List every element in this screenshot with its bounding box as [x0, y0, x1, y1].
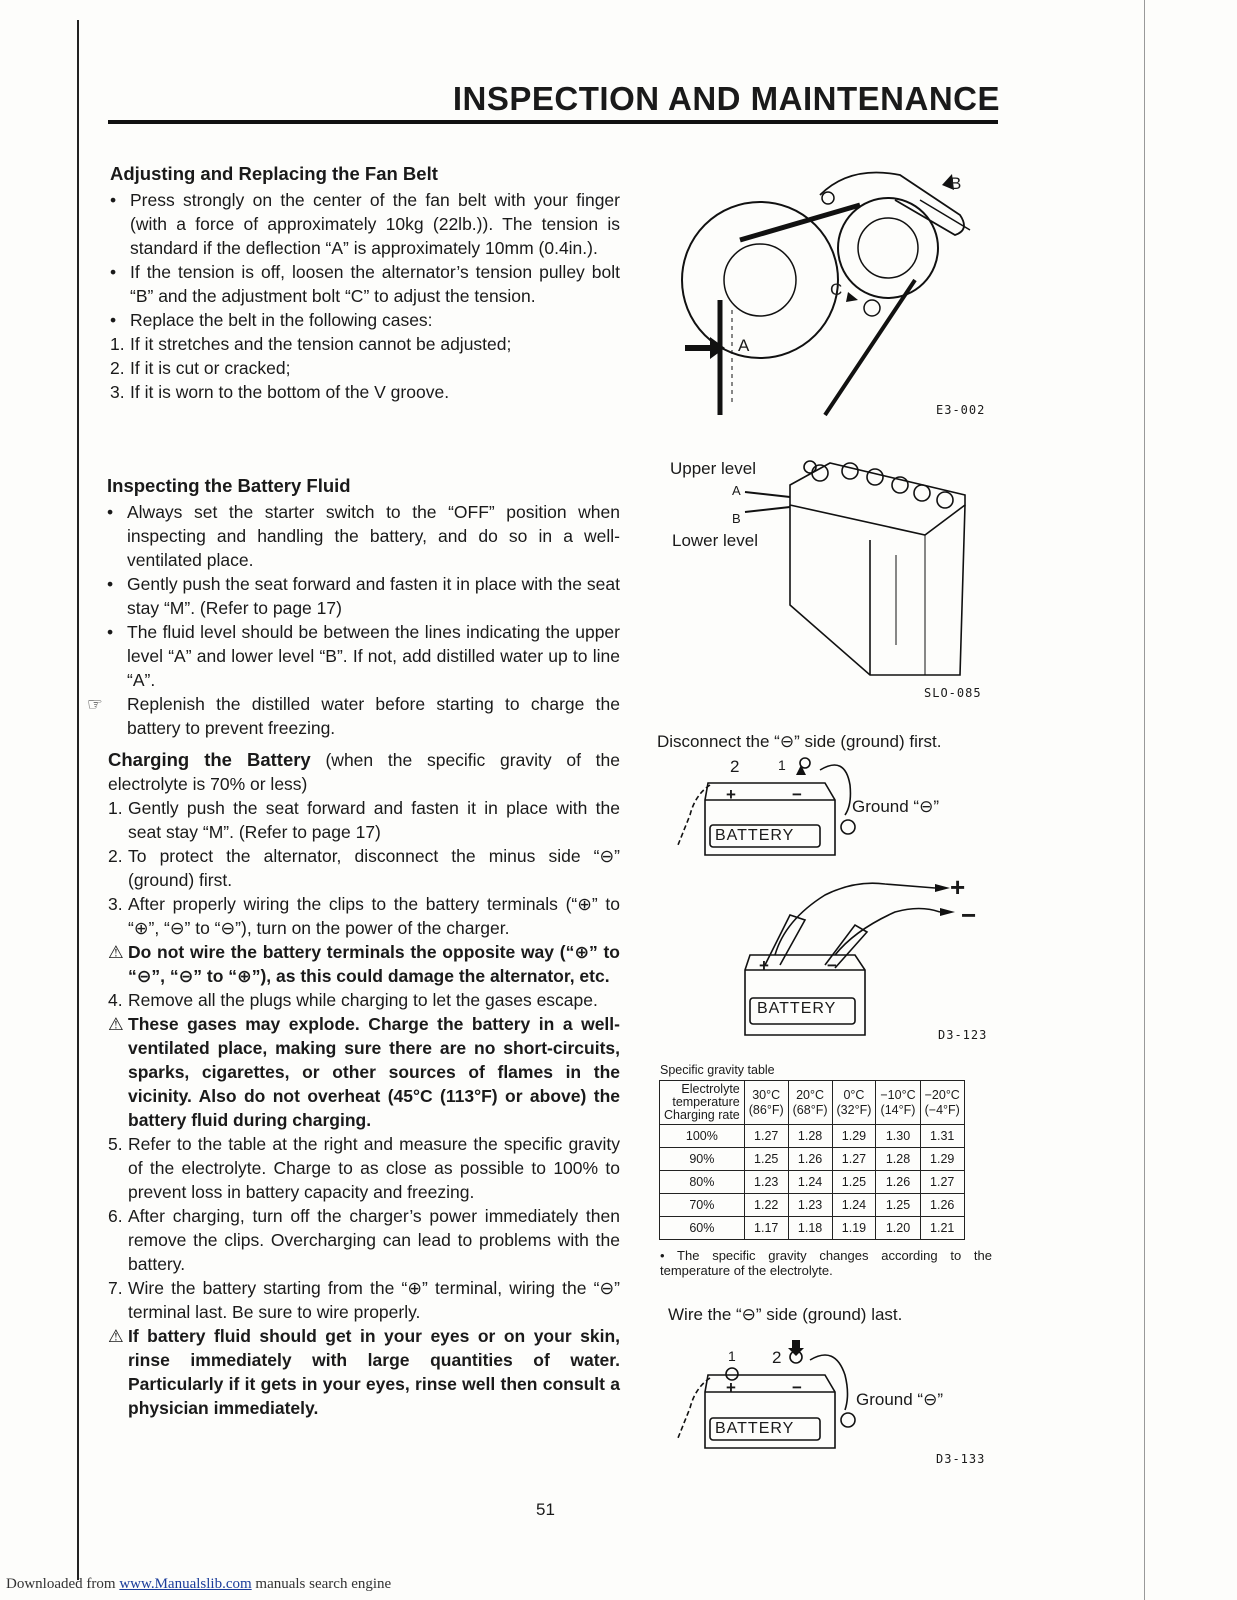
page-number: 51 — [536, 1500, 555, 1519]
battery-level-figure — [660, 445, 1000, 705]
fan-belt-heading: Adjusting and Replacing the Fan Belt — [110, 163, 438, 184]
battery-reconnect-diagram — [670, 1330, 995, 1470]
list-item: • Press strongly on the center of the fan belt with your finger (with a force of approximately 10kg (22lb.)). The tension is standard if the deflection “A” is approximately 10mm (0.4in.). — [110, 190, 620, 258]
figure-code: D3-133 — [936, 1452, 986, 1466]
step-item: 2. To protect the alternator, disconnect the minus side “⊖” (ground) first. — [108, 846, 620, 890]
battery-label: BATTERY — [757, 1000, 837, 1017]
warning-icon: ⚠ — [108, 1326, 124, 1346]
warning-item: ⚠ If battery fluid should get in your eyes or on your skin, rinse immediately with large quantities of water. Particularly if it gets in your eyes, rinse well then consult a physician immediately. — [108, 1326, 620, 1418]
gravity-value-cell: 1.28 — [788, 1125, 832, 1148]
gravity-value-cell: 1.24 — [788, 1171, 832, 1194]
warning-item: ⚠ These gases may explode. Charge the battery in a well-ventilated place, making sure there are no short-circuits, sparks, cigarettes, or other sources of flames in the vicinity. Also do not overheat (45°C (113°F) or above) the battery fluid during charging. — [108, 1014, 620, 1130]
label-b: B — [732, 511, 741, 526]
gravity-value-cell: 1.19 — [832, 1217, 876, 1240]
gravity-value-cell: 1.25 — [876, 1194, 920, 1217]
minus-sign: − — [792, 1378, 802, 1397]
plus-sign: + — [726, 1378, 736, 1397]
column-header: −10°C (14°F) — [876, 1081, 920, 1125]
note-item: ☞ Replenish the distilled water before starting to charge the battery to prevent freezing. — [87, 694, 620, 738]
table-row — [660, 1217, 965, 1240]
gravity-value-cell: 1.26 — [788, 1148, 832, 1171]
table-row — [660, 1125, 965, 1148]
gravity-value-cell: 1.20 — [876, 1217, 920, 1240]
gravity-value-cell: 1.31 — [920, 1125, 964, 1148]
terminal-number: 1 — [778, 757, 786, 773]
charging-rate-cell: 90% — [660, 1148, 745, 1171]
warning-icon: ⚠ — [108, 942, 124, 962]
gravity-value-cell: 1.26 — [920, 1194, 964, 1217]
charging-heading: Charging the Battery (when the specific gravity of the electrolyte is 70% or less) — [108, 749, 620, 794]
ground-label: Ground “⊖” — [856, 1390, 943, 1409]
plus-sign: + — [759, 956, 769, 975]
lower-level-label: Lower level — [672, 531, 758, 550]
step-item: 1. Gently push the seat forward and fasten it in place with the seat stay “M”. (Refer to page 17) — [108, 798, 620, 842]
gravity-value-cell: 1.23 — [744, 1171, 788, 1194]
pointing-hand-icon: ☞ — [87, 694, 103, 714]
binding-line — [77, 20, 79, 1580]
gravity-value-cell: 1.25 — [832, 1171, 876, 1194]
gravity-value-cell: 1.25 — [744, 1148, 788, 1171]
specific-gravity-table — [659, 1080, 965, 1240]
plus-sign: + — [726, 785, 736, 804]
page-edge — [1144, 0, 1145, 1600]
table-row — [660, 1194, 965, 1217]
figure-code: D3-123 — [938, 1028, 988, 1042]
minus-sign: − — [961, 900, 977, 930]
disconnect-caption: Disconnect the “⊖” side (ground) first. — [657, 732, 942, 751]
label-a: A — [732, 483, 741, 498]
column-header: 0°C (32°F) — [832, 1081, 876, 1125]
column-header: −20°C (−4°F) — [920, 1081, 964, 1125]
figure-code: SLO-085 — [924, 686, 982, 700]
gravity-value-cell: 1.27 — [832, 1148, 876, 1171]
manualslib-link[interactable]: www.Manualslib.com — [119, 1576, 252, 1592]
plus-sign: + — [950, 872, 966, 902]
battery-level-diagram — [660, 445, 1000, 705]
minus-sign: − — [827, 956, 837, 975]
gravity-value-cell: 1.18 — [788, 1217, 832, 1240]
gravity-value-cell: 1.28 — [876, 1148, 920, 1171]
list-item: • The fluid level should be between the lines indicating the upper level “A” and lower level “B”. If not, add distilled water up to line “A”. — [107, 622, 620, 690]
battery-fluid-heading: Inspecting the Battery Fluid — [107, 475, 351, 496]
download-footer: Downloaded from www.Manualslib.com manuals search engine — [6, 1576, 392, 1592]
step-item: 5. Refer to the table at the right and measure the specific gravity of the electrolyte. Charge to as close as possible to 100% to prevent loss in battery capacity and freezing. — [108, 1134, 620, 1202]
gravity-value-cell: 1.29 — [832, 1125, 876, 1148]
label-a: A — [738, 336, 750, 355]
battery-label: BATTERY — [715, 827, 795, 844]
charging-rate-cell: 80% — [660, 1171, 745, 1194]
gravity-value-cell: 1.22 — [744, 1194, 788, 1217]
minus-sign: − — [792, 785, 802, 804]
page-title: INSPECTION AND MAINTENANCE — [452, 80, 1000, 117]
gravity-value-cell: 1.29 — [920, 1148, 964, 1171]
charging-rate-cell: 100% — [660, 1125, 745, 1148]
gravity-value-cell: 1.26 — [876, 1171, 920, 1194]
list-item: 3. If it is worn to the bottom of the V groove. — [110, 382, 450, 402]
list-item: 2. If it is cut or cracked; — [110, 358, 291, 378]
fan-belt-figure — [680, 160, 1000, 420]
battery-disconnect-diagram — [670, 755, 990, 865]
upper-level-label: Upper level — [670, 459, 756, 478]
list-item: • If the tension is off, loosen the alternator’s tension pulley bolt “B” and the adjustment bolt “C” to adjust the tension. — [110, 262, 620, 306]
step-item: 6. After charging, turn off the charger’s power immediately then remove the clips. Overcharging can lead to problems with the battery. — [108, 1206, 620, 1274]
battery-label: BATTERY — [715, 1420, 795, 1437]
charging-rate-cell: 60% — [660, 1217, 745, 1240]
reconnect-caption: Wire the “⊖” side (ground) last. — [668, 1305, 903, 1324]
ground-label: Ground “⊖” — [852, 797, 939, 816]
list-item: • Gently push the seat forward and fasten it in place with the seat stay “M”. (Refer to page 17) — [107, 574, 620, 618]
label-c: C — [830, 280, 843, 299]
warning-icon: ⚠ — [108, 1014, 124, 1034]
gravity-value-cell: 1.21 — [920, 1217, 964, 1240]
column-header: 30°C (86°F) — [744, 1081, 788, 1125]
table-corner-header: Electrolyte temperature Charging rate — [660, 1081, 745, 1125]
gravity-value-cell: 1.23 — [788, 1194, 832, 1217]
gravity-value-cell: 1.30 — [876, 1125, 920, 1148]
terminal-number: 1 — [728, 1348, 736, 1364]
label-b: B — [950, 174, 962, 193]
disconnect-figure — [670, 755, 990, 865]
fan-belt-section — [110, 162, 620, 404]
list-item: • Always set the starter switch to the “OFF” position when inspecting and handling the battery, and do so in a well-ventilated place. — [107, 502, 620, 570]
battery-fluid-section — [87, 474, 620, 740]
terminal-number: 2 — [772, 1348, 782, 1367]
charging-section — [108, 748, 620, 1420]
terminal-number: 2 — [730, 757, 740, 776]
gravity-value-cell: 1.27 — [920, 1171, 964, 1194]
specific-gravity-title: Specific gravity table — [660, 1063, 775, 1077]
charging-rate-cell: 70% — [660, 1194, 745, 1217]
step-item: 7. Wire the battery starting from the “⊕” terminal, wiring the “⊖” terminal last. Be sure to wire properly. — [108, 1278, 620, 1322]
list-item: 1. If it stretches and the tension cannot be adjusted; — [110, 334, 512, 354]
column-header: 20°C (68°F) — [788, 1081, 832, 1125]
list-item: • Replace the belt in the following cases: — [110, 310, 433, 330]
step-item: 4. Remove all the plugs while charging to let the gases escape. — [108, 990, 598, 1010]
table-row — [660, 1171, 965, 1194]
specific-gravity-note: • The specific gravity changes according to the temperature of the electrolyte. — [660, 1248, 992, 1278]
gravity-value-cell: 1.27 — [744, 1125, 788, 1148]
gravity-value-cell: 1.24 — [832, 1194, 876, 1217]
step-item: 3. After properly wiring the clips to the battery terminals (“⊕” to “⊕”, “⊖” to “⊖”), turn on the power of the charger. — [108, 894, 620, 938]
table-row — [660, 1148, 965, 1171]
charger-figure — [735, 870, 1000, 1045]
gravity-value-cell: 1.17 — [744, 1217, 788, 1240]
reconnect-figure — [670, 1330, 995, 1470]
title-rule — [108, 120, 998, 124]
charging-steps — [108, 796, 620, 1420]
figure-code: E3-002 — [936, 403, 986, 417]
warning-item: ⚠ Do not wire the battery terminals the opposite way (“⊕” to “⊖”, “⊖” to “⊕”), as this could damage the alternator, etc. — [108, 942, 620, 986]
